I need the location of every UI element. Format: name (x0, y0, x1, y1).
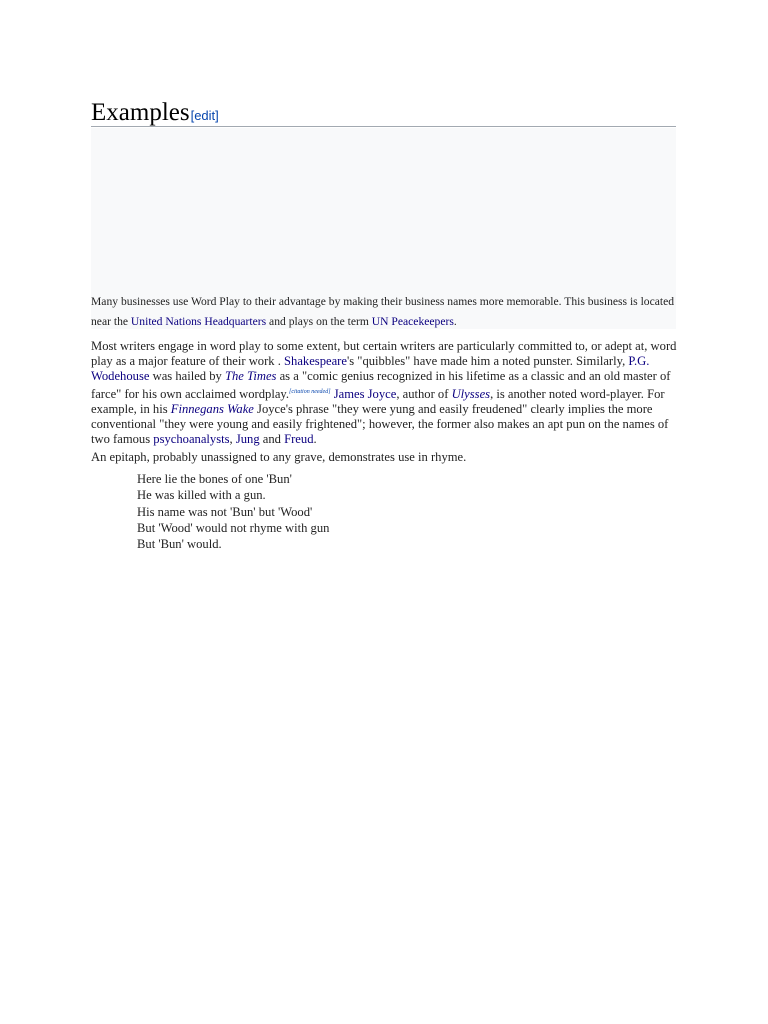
paragraph-epitaph: An epitaph, probably unassigned to any grave, demonstrates use in rhyme. (91, 450, 467, 464)
poem-line: He was killed with a gun. (137, 488, 266, 503)
link-pg-wodehouse[interactable]: P.G. Wodehouse (91, 354, 650, 384)
edit-link-text[interactable]: [edit] (190, 108, 219, 123)
paragraph-text: and (259, 432, 285, 447)
thumbnail-figure (91, 128, 676, 329)
link-un-peacekeepers[interactable]: UN Peacekeepers (371, 315, 454, 328)
section-heading (91, 99, 676, 127)
paragraph-text: , author of (396, 386, 452, 401)
citation-needed-link[interactable]: [citation needed] (289, 388, 331, 395)
link-james-joyce[interactable]: James Joyce (333, 386, 397, 401)
paragraph-text: . (313, 432, 317, 447)
poem-line: His name was not 'Bun' but 'Wood' (137, 504, 313, 519)
poem-line: But 'Wood' would not rhyme with gun (137, 520, 330, 535)
link-psychoanalysts[interactable]: psychoanalysts (153, 432, 230, 447)
poem-line: Here lie the bones of one 'Bun' (137, 472, 292, 486)
figure-caption (91, 292, 676, 332)
link-the-times[interactable]: The Times (225, 369, 277, 384)
link-freud[interactable]: Freud (284, 432, 314, 447)
paragraph-writers (91, 339, 681, 447)
link-jung[interactable]: Jung (235, 432, 260, 447)
link-ulysses[interactable]: Ulysses (451, 386, 491, 401)
paragraph-text: 's "quibbles" have made him a noted punster. Similarly, (346, 354, 629, 369)
paragraph-text: , (229, 432, 236, 447)
caption-text: . (453, 315, 457, 328)
caption-text: Many businesses use Word Play to their advantage by making their business names more memorable. This business is located near the (91, 295, 675, 328)
edit-section-link[interactable] (191, 108, 219, 123)
paragraph-text: Most writers engage in word play to some extent, but certain writers are particularly committed to, or adept at, word play as a major feature of their work . (91, 339, 677, 369)
link-united-nations-headquarters[interactable]: United Nations Headquarters (130, 315, 267, 328)
link-finnegans-wake[interactable]: Finnegans Wake (170, 401, 254, 416)
section-title: Examples (91, 99, 190, 126)
poem-line: But 'Bun' would. (137, 537, 222, 552)
paragraph-text: Joyce's phrase "they were yung and easily freudened" clearly implies the more conventional "they were young and easily frightened"; however, the former also makes an apt pun on the names of two famous (91, 401, 669, 447)
caption-text: and plays on the term (266, 315, 372, 328)
paragraph-text: was hailed by (149, 369, 225, 384)
paragraph-text: , is another noted word-player. For example, in his (91, 386, 665, 416)
epitaph-poem (137, 471, 537, 552)
link-shakespeare[interactable]: Shakespeare (284, 354, 347, 369)
paragraph-text: as a "comic genius recognized in his lifetime as a classic and an old master of farce" for his own acclaimed wordplay. (91, 369, 671, 401)
